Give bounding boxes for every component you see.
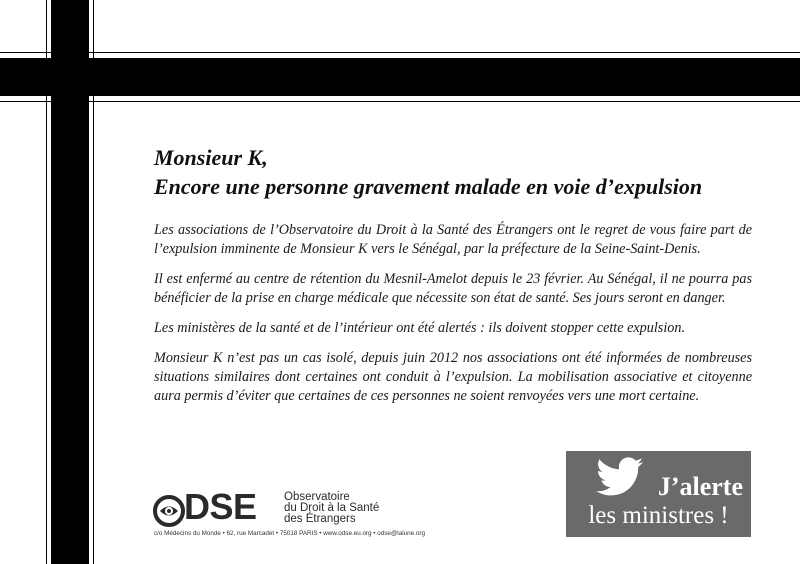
title-line-2: Encore une personne gravement malade en voie d’expulsion xyxy=(154,174,703,199)
alert-label-line-2: les ministres ! xyxy=(588,502,729,529)
logo-organization-name xyxy=(284,492,379,525)
alert-label-line-1: J’alerte xyxy=(657,472,743,501)
logo-address: c/o Médecins du Monde • 62, rue Marcadet • 75018 PARIS • www.odse.eu.org • odse@lalune.org xyxy=(154,530,425,537)
logo-name-line-2: du Droit à la Santé xyxy=(284,502,380,514)
black-horizontal-band xyxy=(0,58,800,96)
paragraph-2: Il est enfermé au centre de rétention du Mesnil-Amelot depuis le 23 février. Au Sénégal, il ne pourra pas bénéficier de la prise en charge médicale que nécessite son état de santé. Ses jours seront en danger. xyxy=(154,271,752,306)
black-vertical-band xyxy=(51,0,89,564)
logo-name-line-1: Observatoire xyxy=(284,491,350,503)
paragraph-3: Les ministères de la santé et de l’intérieur ont été alertés : ils doivent stopper cette expulsion. xyxy=(154,320,685,336)
alert-ministers-button[interactable] xyxy=(566,451,751,537)
logo-name-line-3: des Étrangers xyxy=(284,513,356,525)
top-rule-lower xyxy=(0,101,800,102)
left-rule-inner xyxy=(93,0,94,564)
body-text xyxy=(154,221,752,417)
paragraph-4: Monsieur K n’est pas un cas isolé, depuis juin 2012 nos associations ont été informées de nombreuses situations similaires dont certaines ont conduit à l’expulsion. La mobilisation associative et citoyenne aura permis d’éviter que certaines de ces personnes ne soient renvoyées vers une mort certaine. xyxy=(154,350,752,404)
top-rule-upper xyxy=(0,52,800,53)
paragraph-1: Les associations de l’Observatoire du Droit à la Santé des Étrangers ont le regret de vous faire part de l’expulsion imminente de Monsieur K vers le Sénégal, par la préfecture de la Seine-Saint-Denis. xyxy=(154,222,752,257)
twitter-bird-icon xyxy=(596,457,644,497)
left-rule-outer xyxy=(46,0,47,564)
page-title xyxy=(154,143,774,201)
eye-o-icon xyxy=(153,495,185,527)
title-line-1: Monsieur K, xyxy=(154,145,268,170)
logo-acronym: DSE xyxy=(184,486,257,527)
